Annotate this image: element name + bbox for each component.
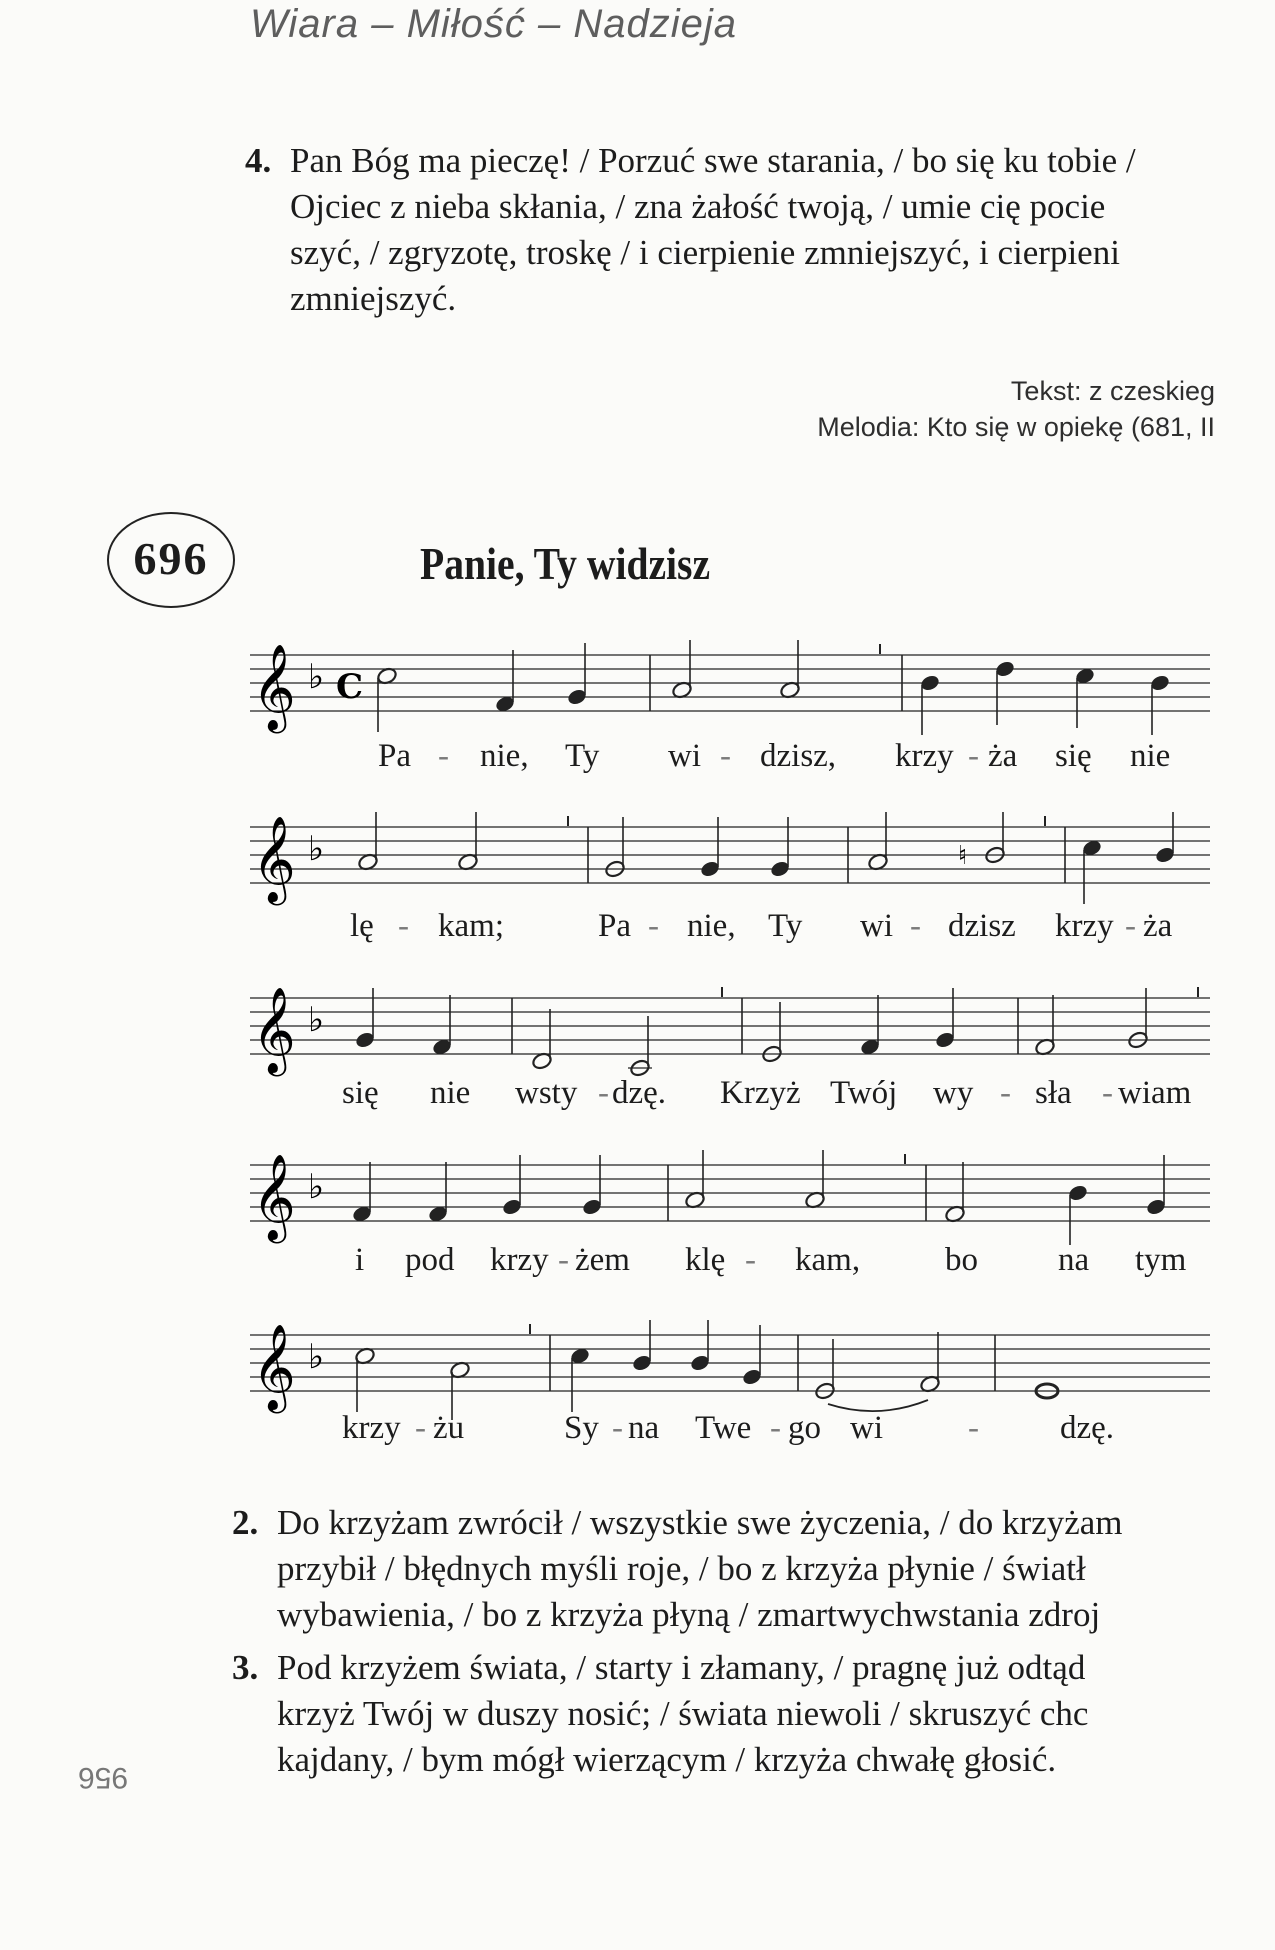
song-number-badge	[105, 510, 237, 610]
lyric-syllable: nie,	[480, 738, 529, 774]
lyric-syllable: wsty	[515, 1075, 578, 1111]
page-number: 956	[78, 1761, 129, 1794]
verse-3	[232, 1645, 1232, 1790]
verse-lines	[277, 1645, 1088, 1783]
lyric-syllable: nie,	[687, 908, 736, 944]
lyric-syllable: wi	[860, 908, 893, 944]
svg-text:C: C	[336, 667, 364, 707]
staff-system-5	[250, 1320, 1210, 1420]
lyric-syllable: nie	[430, 1075, 471, 1111]
lyric-syllable: pod	[405, 1242, 455, 1278]
lyrics-line-5	[250, 1410, 1210, 1454]
verse-line: kajdany, / bym mógł wierzącym / krzyża chwałę głosić.	[277, 1740, 1057, 1779]
staff-5-notation	[250, 1320, 1210, 1420]
melody-credit: Melodia: Kto się w opiekę (681, II	[817, 412, 1215, 442]
svg-text:𝄞: 𝄞	[252, 1324, 296, 1410]
staff-4-notation	[250, 1150, 1210, 1250]
verse-line: wybawienia, / bo z krzyża płyną / zmartwychwstania zdroj	[277, 1595, 1101, 1634]
lyric-hyphen: -	[770, 1410, 781, 1446]
lyrics-line-2	[250, 908, 1210, 952]
verse-line: krzyż Twój w duszy nosić; / świata niewoli / skruszyć chc	[277, 1694, 1089, 1733]
svg-text:𝄞: 𝄞	[252, 987, 296, 1073]
lyric-hyphen: -	[910, 908, 921, 944]
lyric-syllable: go	[788, 1410, 821, 1446]
staff-system-3	[250, 983, 1210, 1083]
lyric-hyphen: -	[612, 1410, 623, 1446]
text-credit: Tekst: z czeskieg	[1010, 376, 1215, 406]
verse-line: zmniejszyć.	[290, 279, 457, 318]
staff-system-2	[250, 812, 1210, 912]
verse-line: przybił / błędnych myśli roje, / bo z krzyża płynie / światł	[277, 1549, 1086, 1588]
lyric-syllable: wi	[850, 1410, 883, 1446]
lyric-syllable: ża	[1143, 908, 1173, 944]
lyric-syllable: wy	[933, 1075, 974, 1111]
lyric-syllable: tym	[1135, 1242, 1187, 1278]
lyric-hyphen: -	[558, 1242, 569, 1278]
lyric-syllable: Twe	[695, 1410, 752, 1446]
lyric-syllable: Sy	[564, 1410, 599, 1446]
lyric-syllable: kam;	[438, 908, 504, 944]
lyric-hyphen: -	[415, 1410, 426, 1446]
lyric-syllable: się	[342, 1075, 379, 1111]
svg-text:𝄞: 𝄞	[252, 644, 296, 730]
verse-line: szyć, / zgryzotę, troskę / i cierpienie zmniejszyć, i cierpieni	[290, 233, 1120, 272]
lyric-syllable: żu	[433, 1410, 465, 1446]
lyric-syllable: żem	[575, 1242, 630, 1278]
song-number: 696	[133, 533, 209, 584]
verse-line: Do krzyżam zwrócił / wszystkie swe życzenia, / do krzyżam	[277, 1503, 1123, 1542]
lyric-syllable: na	[1058, 1242, 1090, 1278]
verse-lines	[290, 138, 1136, 322]
lyric-syllable: klę	[685, 1242, 726, 1278]
lyric-hyphen: -	[598, 1075, 609, 1111]
verse-number: 3.	[232, 1648, 259, 1687]
svg-text:𝄞: 𝄞	[252, 816, 296, 902]
verse-line: Ojciec z nieba skłania, / zna żałość twoją, / umie cię pocie	[290, 187, 1106, 226]
lyric-syllable: ża	[988, 738, 1018, 774]
verse-2	[232, 1500, 1232, 1645]
lyric-syllable: krzy	[895, 738, 954, 774]
song-title: Panie, Ty widzisz	[420, 539, 711, 589]
lyrics-line-3	[250, 1075, 1210, 1119]
lyric-hyphen: -	[1102, 1075, 1113, 1111]
lyric-hyphen: -	[648, 908, 659, 944]
svg-text:♭: ♭	[308, 657, 325, 697]
svg-text:♮: ♮	[958, 841, 968, 871]
svg-text:♭: ♭	[308, 1337, 325, 1377]
lyric-syllable: Pa	[598, 908, 631, 944]
lyric-syllable: kam,	[795, 1242, 861, 1278]
lyric-syllable: nie	[1130, 738, 1171, 774]
staff-2-notation	[250, 812, 1210, 912]
svg-text:♭: ♭	[308, 1167, 325, 1207]
lyric-syllable: sła	[1035, 1075, 1072, 1111]
lyric-syllable: dzisz,	[760, 738, 837, 774]
lyric-syllable: krzy	[490, 1242, 549, 1278]
lyric-syllable: i	[355, 1242, 365, 1278]
lyric-syllable: wiam	[1118, 1075, 1192, 1111]
lyric-syllable: dzisz	[948, 908, 1016, 944]
lyric-syllable: Pa	[378, 738, 411, 774]
lyric-syllable: lę	[350, 908, 374, 944]
lyric-syllable: bo	[945, 1242, 978, 1278]
verse-lines	[277, 1500, 1123, 1638]
lyric-syllable: Twój	[830, 1075, 898, 1111]
lyric-hyphen: -	[1125, 908, 1136, 944]
staff-1-notation	[250, 640, 1210, 740]
lyric-syllable: się	[1055, 738, 1092, 774]
lyric-hyphen: -	[720, 738, 731, 774]
lyrics-line-4	[250, 1242, 1210, 1286]
verse-4	[245, 138, 1255, 328]
lyric-hyphen: -	[968, 738, 979, 774]
lyric-syllable: Ty	[565, 738, 600, 774]
svg-text:𝄞: 𝄞	[252, 1154, 296, 1240]
lyric-hyphen: -	[438, 738, 449, 774]
svg-text:♭: ♭	[308, 829, 325, 869]
verse-line: Pod krzyżem świata, / starty i złamany, / pragnę już odtąd	[277, 1648, 1086, 1687]
lyric-syllable: wi	[668, 738, 701, 774]
lyric-syllable: dzę.	[1060, 1410, 1115, 1446]
staff-system-4	[250, 1150, 1210, 1250]
staff-system-1	[250, 640, 1210, 740]
lyric-syllable: Krzyż	[720, 1075, 801, 1111]
lyric-syllable: na	[628, 1410, 660, 1446]
lyric-syllable: krzy	[1055, 908, 1114, 944]
lyric-hyphen: -	[398, 908, 409, 944]
lyric-syllable: krzy	[342, 1410, 401, 1446]
lyric-syllable: Ty	[768, 908, 803, 944]
lyric-hyphen: -	[968, 1410, 979, 1446]
running-header: Wiara – Miłość – Nadzieja	[250, 2, 738, 46]
lyric-syllable: dzę.	[612, 1075, 667, 1111]
lyric-hyphen: -	[745, 1242, 756, 1278]
verse-number: 4.	[245, 141, 272, 180]
verse-line: Pan Bóg ma pieczę! / Porzuć swe starania, / bo się ku tobie /	[290, 141, 1136, 180]
verse-number: 2.	[232, 1503, 259, 1542]
lyrics-line-1	[250, 738, 1210, 782]
staff-3-notation	[250, 983, 1210, 1083]
lyric-hyphen: -	[1000, 1075, 1011, 1111]
svg-text:♭: ♭	[308, 1000, 325, 1040]
